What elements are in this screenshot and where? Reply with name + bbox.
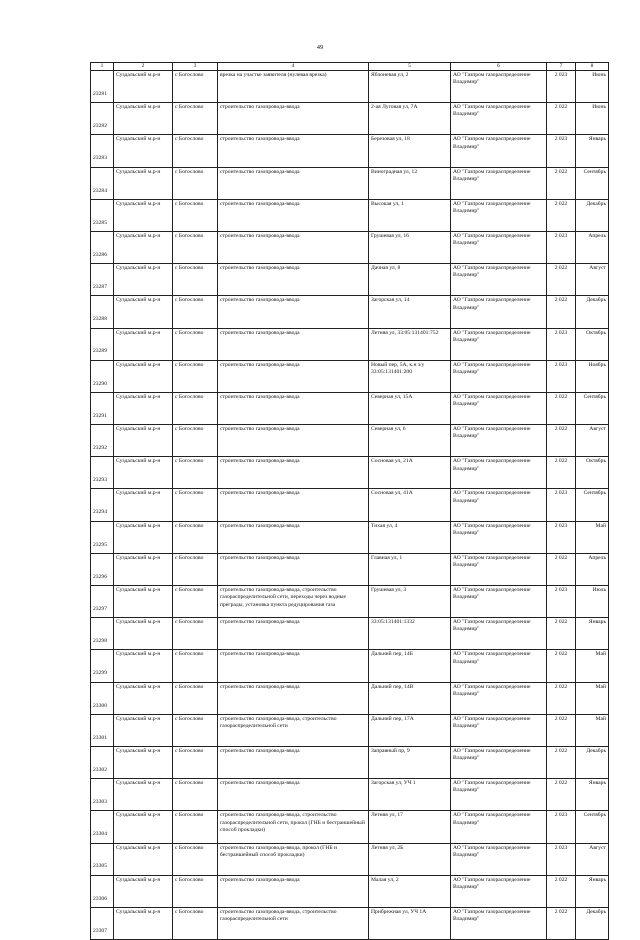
year-cell: 2 022 bbox=[547, 199, 576, 231]
district-cell: Суздальский м.р-н bbox=[114, 586, 173, 618]
organization-cell: АО "Газпром газораспределение Владимир" bbox=[451, 167, 547, 199]
organization-cell: АО "Газпром газораспределение Владимир" bbox=[451, 521, 547, 553]
organization-cell: АО "Газпром газораспределение Владимир" bbox=[451, 264, 547, 296]
record-id: 23294 bbox=[91, 489, 114, 521]
work-type-cell: строительство газопровода-ввода bbox=[218, 779, 369, 811]
address-cell: Сосновая ул, 41А bbox=[369, 489, 451, 521]
district-cell: Суздальский м.р-н bbox=[114, 907, 173, 939]
district-cell: Суздальский м.р-н bbox=[114, 553, 173, 585]
record-id: 23281 bbox=[91, 71, 114, 103]
locality-cell: с Богослово bbox=[173, 457, 218, 489]
table-row bbox=[91, 521, 609, 553]
locality-cell: с Богослово bbox=[173, 553, 218, 585]
year-cell: 2 023 bbox=[547, 843, 576, 875]
work-type-cell: врезка на участке заявителя (нулевая врезка) bbox=[218, 71, 369, 103]
table-row bbox=[91, 682, 609, 714]
month-cell: Август bbox=[576, 425, 609, 457]
organization-cell: АО "Газпром газораспределение Владимир" bbox=[451, 71, 547, 103]
district-cell: Суздальский м.р-н bbox=[114, 71, 173, 103]
record-id: 23292 bbox=[91, 425, 114, 457]
column-header-3: 3 bbox=[173, 63, 218, 71]
month-cell: Май bbox=[576, 682, 609, 714]
record-id: 23304 bbox=[91, 811, 114, 843]
table-row bbox=[91, 586, 609, 618]
district-cell: Суздальский м.р-н bbox=[114, 746, 173, 778]
address-cell: Дачная ул, 8 bbox=[369, 264, 451, 296]
year-cell: 2 022 bbox=[547, 714, 576, 746]
organization-cell: АО "Газпром газораспределение Владимир" bbox=[451, 296, 547, 328]
locality-cell: с Богослово bbox=[173, 618, 218, 650]
organization-cell: АО "Газпром газораспределение Владимир" bbox=[451, 360, 547, 392]
locality-cell: с Богослово bbox=[173, 682, 218, 714]
column-header-5: 5 bbox=[369, 63, 451, 71]
locality-cell: с Богослово bbox=[173, 231, 218, 263]
month-cell: Сентябрь bbox=[576, 811, 609, 843]
table-row bbox=[91, 811, 609, 843]
registry-body bbox=[91, 63, 609, 940]
month-cell: Ноябрь bbox=[576, 360, 609, 392]
year-cell: 2 023 bbox=[547, 135, 576, 167]
work-type-cell: строительство газопровода-ввода bbox=[218, 682, 369, 714]
address-cell: Северная ул, 6 bbox=[369, 425, 451, 457]
year-cell: 2 022 bbox=[547, 746, 576, 778]
locality-cell: с Богослово bbox=[173, 425, 218, 457]
organization-cell: АО "Газпром газораспределение Владимир" bbox=[451, 328, 547, 360]
locality-cell: с Богослово bbox=[173, 907, 218, 939]
month-cell: Июнь bbox=[576, 71, 609, 103]
work-type-cell: строительство газопровода-ввода, строительство газораспределительной сети, переходы через водные преграды, установка пункта редуцирования газа bbox=[218, 586, 369, 618]
table-row bbox=[91, 907, 609, 939]
table-row bbox=[91, 875, 609, 907]
organization-cell: АО "Газпром газораспределение Владимир" bbox=[451, 231, 547, 263]
address-cell: Летняя ул, 33:05:131401:752 bbox=[369, 328, 451, 360]
year-cell: 2 022 bbox=[547, 618, 576, 650]
year-cell: 2 023 bbox=[547, 586, 576, 618]
month-cell: Декабрь bbox=[576, 199, 609, 231]
record-id: 23306 bbox=[91, 875, 114, 907]
month-cell: Декабрь bbox=[576, 296, 609, 328]
address-cell: Виноградная ул, 12 bbox=[369, 167, 451, 199]
year-cell: 2 022 bbox=[547, 682, 576, 714]
page-number: 49 bbox=[316, 44, 324, 51]
organization-cell: АО "Газпром газораспределение Владимир" bbox=[451, 103, 547, 135]
record-id: 23298 bbox=[91, 618, 114, 650]
year-cell: 2 023 bbox=[547, 521, 576, 553]
locality-cell: с Богослово bbox=[173, 360, 218, 392]
work-type-cell: строительство газопровода-ввода, строительство газораспределительной сети bbox=[218, 907, 369, 939]
record-id: 23307 bbox=[91, 907, 114, 939]
record-id: 23301 bbox=[91, 714, 114, 746]
district-cell: Суздальский м.р-н bbox=[114, 714, 173, 746]
record-id: 23302 bbox=[91, 746, 114, 778]
organization-cell: АО "Газпром газораспределение Владимир" bbox=[451, 199, 547, 231]
district-cell: Суздальский м.р-н bbox=[114, 650, 173, 682]
locality-cell: с Богослово bbox=[173, 521, 218, 553]
district-cell: Суздальский м.р-н bbox=[114, 682, 173, 714]
record-id: 23299 bbox=[91, 650, 114, 682]
column-header-6: 6 bbox=[451, 63, 547, 71]
record-id: 23282 bbox=[91, 103, 114, 135]
year-cell: 2 022 bbox=[547, 392, 576, 424]
work-type-cell: строительство газопровода-ввода bbox=[218, 167, 369, 199]
address-cell: Заправный пр, 9 bbox=[369, 746, 451, 778]
record-id: 23303 bbox=[91, 779, 114, 811]
record-id: 23284 bbox=[91, 167, 114, 199]
work-type-cell: строительство газопровода-ввода, строительство газораспределительной сети bbox=[218, 714, 369, 746]
locality-cell: с Богослово bbox=[173, 746, 218, 778]
table-row bbox=[91, 328, 609, 360]
year-cell: 2 023 bbox=[547, 328, 576, 360]
table-row bbox=[91, 296, 609, 328]
month-cell: Сентябрь bbox=[576, 392, 609, 424]
table-row bbox=[91, 264, 609, 296]
year-cell: 2 022 bbox=[547, 457, 576, 489]
address-cell: Дальний пер, 14Б bbox=[369, 650, 451, 682]
year-cell: 2 023 bbox=[547, 231, 576, 263]
locality-cell: с Богослово bbox=[173, 264, 218, 296]
work-type-cell: строительство газопровода-ввода bbox=[218, 618, 369, 650]
table-row bbox=[91, 199, 609, 231]
address-cell: Загорская ул, УЧ 1 bbox=[369, 779, 451, 811]
work-type-cell: строительство газопровода-ввода bbox=[218, 392, 369, 424]
table-row bbox=[91, 167, 609, 199]
table-row bbox=[91, 103, 609, 135]
locality-cell: с Богослово bbox=[173, 135, 218, 167]
month-cell: Май bbox=[576, 714, 609, 746]
month-cell: Январь bbox=[576, 618, 609, 650]
month-cell: Октябрь bbox=[576, 328, 609, 360]
district-cell: Суздальский м.р-н bbox=[114, 425, 173, 457]
district-cell: Суздальский м.р-н bbox=[114, 811, 173, 843]
district-cell: Суздальский м.р-н bbox=[114, 296, 173, 328]
organization-cell: АО "Газпром газораспределение Владимир" bbox=[451, 425, 547, 457]
record-id: 23289 bbox=[91, 328, 114, 360]
organization-cell: АО "Газпром газораспределение Владимир" bbox=[451, 457, 547, 489]
work-type-cell: строительство газопровода-ввода, прокол (ГНБ и бестраншейный способ прокладки) bbox=[218, 843, 369, 875]
organization-cell: АО "Газпром газораспределение Владимир" bbox=[451, 586, 547, 618]
organization-cell: АО "Газпром газораспределение Владимир" bbox=[451, 779, 547, 811]
work-type-cell: строительство газопровода-ввода bbox=[218, 328, 369, 360]
locality-cell: с Богослово bbox=[173, 811, 218, 843]
work-type-cell: строительство газопровода-ввода bbox=[218, 296, 369, 328]
locality-cell: с Богослово bbox=[173, 328, 218, 360]
district-cell: Суздальский м.р-н bbox=[114, 264, 173, 296]
locality-cell: с Богослово bbox=[173, 167, 218, 199]
column-header-8: 8 bbox=[576, 63, 609, 71]
work-type-cell: строительство газопровода-ввода bbox=[218, 457, 369, 489]
year-cell: 2 022 bbox=[547, 264, 576, 296]
record-id: 23286 bbox=[91, 231, 114, 263]
month-cell: Январь bbox=[576, 779, 609, 811]
address-cell: Дальний пер, 17А bbox=[369, 714, 451, 746]
organization-cell: АО "Газпром газораспределение Владимир" bbox=[451, 489, 547, 521]
organization-cell: АО "Газпром газораспределение Владимир" bbox=[451, 135, 547, 167]
address-cell: Летняя ул, 2Б bbox=[369, 843, 451, 875]
organization-cell: АО "Газпром газораспределение Владимир" bbox=[451, 907, 547, 939]
table-row bbox=[91, 135, 609, 167]
organization-cell: АО "Газпром газораспределение Владимир" bbox=[451, 392, 547, 424]
locality-cell: с Богослово bbox=[173, 875, 218, 907]
month-cell: Сентябрь bbox=[576, 167, 609, 199]
registry-table bbox=[90, 62, 609, 940]
month-cell: Сентябрь bbox=[576, 489, 609, 521]
work-type-cell: строительство газопровода-ввода bbox=[218, 746, 369, 778]
month-cell: Январь bbox=[576, 875, 609, 907]
month-cell: Август bbox=[576, 843, 609, 875]
year-cell: 2 022 bbox=[547, 875, 576, 907]
district-cell: Суздальский м.р-н bbox=[114, 199, 173, 231]
district-cell: Суздальский м.р-н bbox=[114, 779, 173, 811]
organization-cell: АО "Газпром газораспределение Владимир" bbox=[451, 746, 547, 778]
address-cell: Прибрежная ул, УЧ 1А bbox=[369, 907, 451, 939]
table-row bbox=[91, 392, 609, 424]
record-id: 23285 bbox=[91, 199, 114, 231]
table-row bbox=[91, 843, 609, 875]
locality-cell: с Богослово bbox=[173, 650, 218, 682]
month-cell: Июнь bbox=[576, 103, 609, 135]
organization-cell: АО "Газпром газораспределение Владимир" bbox=[451, 843, 547, 875]
locality-cell: с Богослово bbox=[173, 714, 218, 746]
year-cell: 2 022 bbox=[547, 103, 576, 135]
address-cell: Тихая ул, 4 bbox=[369, 521, 451, 553]
month-cell: Август bbox=[576, 264, 609, 296]
work-type-cell: строительство газопровода-ввода bbox=[218, 425, 369, 457]
work-type-cell: строительство газопровода-ввода bbox=[218, 264, 369, 296]
locality-cell: с Богослово bbox=[173, 586, 218, 618]
address-cell: Загорская ул, 14 bbox=[369, 296, 451, 328]
table-row bbox=[91, 489, 609, 521]
address-cell: Новый пер, 5А, к.н з/у 33:05:131401:200 bbox=[369, 360, 451, 392]
record-id: 23300 bbox=[91, 682, 114, 714]
work-type-cell: строительство газопровода-ввода bbox=[218, 650, 369, 682]
column-header-7: 7 bbox=[547, 63, 576, 71]
year-cell: 2 023 bbox=[547, 71, 576, 103]
month-cell: Январь bbox=[576, 135, 609, 167]
month-cell: Декабрь bbox=[576, 746, 609, 778]
organization-cell: АО "Газпром газораспределение Владимир" bbox=[451, 650, 547, 682]
organization-cell: АО "Газпром газораспределение Владимир" bbox=[451, 811, 547, 843]
district-cell: Суздальский м.р-н bbox=[114, 360, 173, 392]
year-cell: 2 022 bbox=[547, 907, 576, 939]
organization-cell: АО "Газпром газораспределение Владимир" bbox=[451, 682, 547, 714]
locality-cell: с Богослово bbox=[173, 392, 218, 424]
record-id: 23305 bbox=[91, 843, 114, 875]
month-cell: Май bbox=[576, 650, 609, 682]
address-cell: Грушевая ул, 16 bbox=[369, 231, 451, 263]
locality-cell: с Богослово bbox=[173, 199, 218, 231]
locality-cell: с Богослово bbox=[173, 489, 218, 521]
year-cell: 2 023 bbox=[547, 811, 576, 843]
address-cell: Северная ул, 15А bbox=[369, 392, 451, 424]
work-type-cell: строительство газопровода-ввода bbox=[218, 360, 369, 392]
record-id: 23290 bbox=[91, 360, 114, 392]
district-cell: Суздальский м.р-н bbox=[114, 875, 173, 907]
address-cell: Высокая ул, 1 bbox=[369, 199, 451, 231]
year-cell: 2 023 bbox=[547, 489, 576, 521]
table-row bbox=[91, 650, 609, 682]
column-header-4: 4 bbox=[218, 63, 369, 71]
work-type-cell: строительство газопровода-ввода bbox=[218, 521, 369, 553]
table-row bbox=[91, 457, 609, 489]
work-type-cell: строительство газопровода-ввода bbox=[218, 103, 369, 135]
district-cell: Суздальский м.р-н bbox=[114, 521, 173, 553]
address-cell: Дальний пер, 14В bbox=[369, 682, 451, 714]
month-cell: Декабрь bbox=[576, 907, 609, 939]
month-cell: Июль bbox=[576, 586, 609, 618]
column-header-2: 2 bbox=[114, 63, 173, 71]
locality-cell: с Богослово bbox=[173, 71, 218, 103]
record-id: 23296 bbox=[91, 553, 114, 585]
column-header-1: 1 bbox=[91, 63, 114, 71]
month-cell: Октябрь bbox=[576, 457, 609, 489]
table-row bbox=[91, 425, 609, 457]
work-type-cell: строительство газопровода-ввода bbox=[218, 231, 369, 263]
address-cell: Летняя ул, 17 bbox=[369, 811, 451, 843]
year-cell: 2 022 bbox=[547, 167, 576, 199]
year-cell: 2 022 bbox=[547, 779, 576, 811]
work-type-cell: строительство газопровода-ввода bbox=[218, 875, 369, 907]
record-id: 23288 bbox=[91, 296, 114, 328]
district-cell: Суздальский м.р-н bbox=[114, 489, 173, 521]
table-row bbox=[91, 714, 609, 746]
locality-cell: с Богослово bbox=[173, 296, 218, 328]
locality-cell: с Богослово bbox=[173, 103, 218, 135]
year-cell: 2 022 bbox=[547, 296, 576, 328]
table-row bbox=[91, 618, 609, 650]
record-id: 23293 bbox=[91, 457, 114, 489]
table-row bbox=[91, 360, 609, 392]
district-cell: Суздальский м.р-н bbox=[114, 392, 173, 424]
work-type-cell: строительство газопровода-ввода bbox=[218, 553, 369, 585]
year-cell: 2 023 bbox=[547, 360, 576, 392]
year-cell: 2 022 bbox=[547, 650, 576, 682]
address-cell: 2-ая Луговая ул, 7А bbox=[369, 103, 451, 135]
district-cell: Суздальский м.р-н bbox=[114, 167, 173, 199]
month-cell: Май bbox=[576, 521, 609, 553]
address-cell: Березовая ул, 18 bbox=[369, 135, 451, 167]
work-type-cell: строительство газопровода-ввода bbox=[218, 489, 369, 521]
table-row bbox=[91, 71, 609, 103]
district-cell: Суздальский м.р-н bbox=[114, 328, 173, 360]
district-cell: Суздальский м.р-н bbox=[114, 103, 173, 135]
table-row bbox=[91, 553, 609, 585]
district-cell: Суздальский м.р-н bbox=[114, 135, 173, 167]
month-cell: Апрель bbox=[576, 553, 609, 585]
table-row bbox=[91, 231, 609, 263]
locality-cell: с Богослово bbox=[173, 843, 218, 875]
address-cell: Главная ул, 1 bbox=[369, 553, 451, 585]
organization-cell: АО "Газпром газораспределение Владимир" bbox=[451, 553, 547, 585]
work-type-cell: строительство газопровода-ввода, строительство газораспределительной сети, прокол (ГНБ и бестраншейный способ прокладки) bbox=[218, 811, 369, 843]
record-id: 23297 bbox=[91, 586, 114, 618]
year-cell: 2 022 bbox=[547, 553, 576, 585]
district-cell: Суздальский м.р-н bbox=[114, 457, 173, 489]
record-id: 23291 bbox=[91, 392, 114, 424]
organization-cell: АО "Газпром газораспределение Владимир" bbox=[451, 875, 547, 907]
record-id: 23283 bbox=[91, 135, 114, 167]
district-cell: Суздальский м.р-н bbox=[114, 618, 173, 650]
year-cell: 2 022 bbox=[547, 425, 576, 457]
work-type-cell: строительство газопровода-ввода bbox=[218, 199, 369, 231]
work-type-cell: строительство газопровода-ввода bbox=[218, 135, 369, 167]
address-cell: Сосновая ул, 21А bbox=[369, 457, 451, 489]
organization-cell: АО "Газпром газораспределение Владимир" bbox=[451, 714, 547, 746]
record-id: 23287 bbox=[91, 264, 114, 296]
district-cell: Суздальский м.р-н bbox=[114, 231, 173, 263]
record-id: 23295 bbox=[91, 521, 114, 553]
address-cell: Малая ул, 2 bbox=[369, 875, 451, 907]
table-header-row bbox=[91, 63, 609, 71]
table-row bbox=[91, 779, 609, 811]
organization-cell: АО "Газпром газораспределение Владимир" bbox=[451, 618, 547, 650]
address-cell: Яблоневая ул, 2 bbox=[369, 71, 451, 103]
table-row bbox=[91, 746, 609, 778]
month-cell: Апрель bbox=[576, 231, 609, 263]
address-cell: 33:05:131401:1332 bbox=[369, 618, 451, 650]
district-cell: Суздальский м.р-н bbox=[114, 843, 173, 875]
locality-cell: с Богослово bbox=[173, 779, 218, 811]
address-cell: Грушевая ул, 3 bbox=[369, 586, 451, 618]
